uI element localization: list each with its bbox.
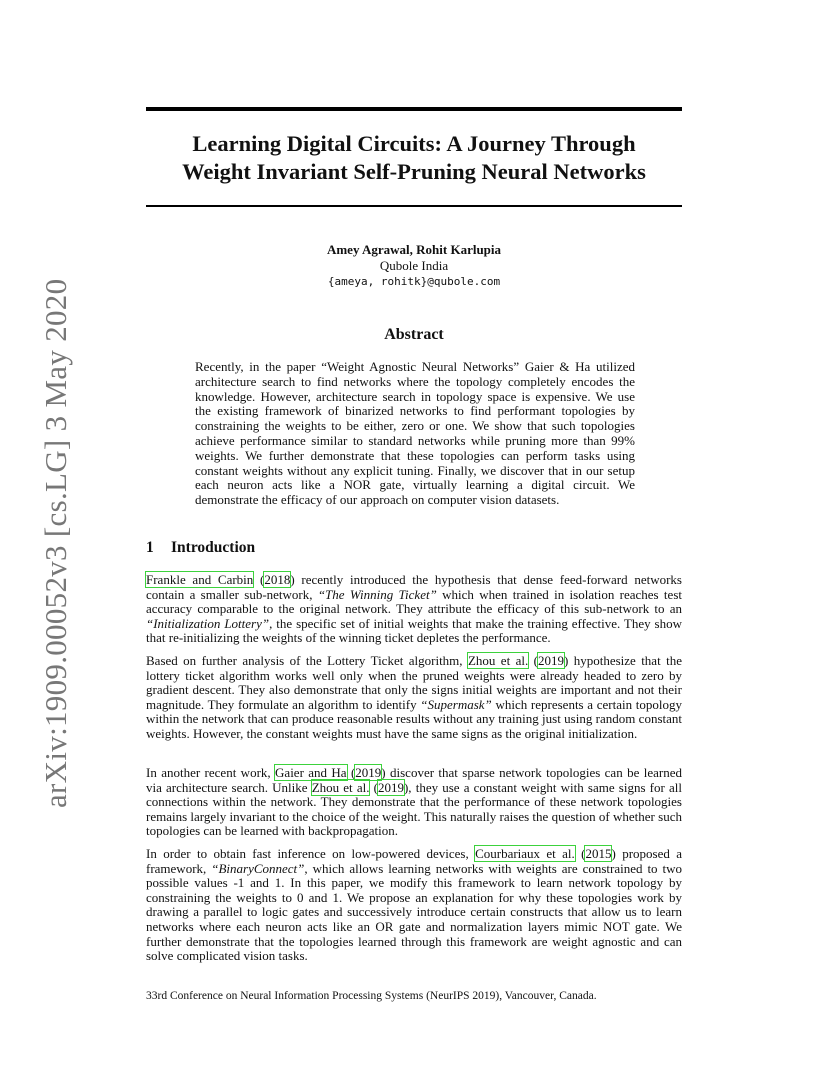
title-bottom-rule [146, 205, 682, 207]
section-number: 1 [146, 539, 154, 556]
citation-link[interactable]: Zhou et al. [311, 779, 370, 795]
emphasis-text: “The Winning Ticket” [317, 586, 437, 602]
title-line-2: Weight Invariant Self-Pruning Neural Networks [182, 159, 646, 184]
paragraph-text: , which allows learning networks with weights are constrained to two possible values -1 and 1. In this paper, we modify this framework to learn network topology by constraining the weights to 0 and 1. We propose an explanation for why these topologies work by drawing a parallel to logic gates and successively introduce certain constructs that allow us to learn networks where each neuron acts like an OR gate and normalization layers mimic NOT gate. We further demonstrate that the topologies learned through this framework are weight agnostic and can solve complicated vision tasks. [146, 860, 683, 964]
paragraph-text: discover that sparse network topologies can be learned via architecture search. Unlike [146, 765, 682, 795]
citation-link[interactable]: Zhou et al. [467, 653, 529, 668]
abstract-text: Recently, in the paper “Weight Agnostic Neural Networks” Gaier & Ha utilized architecture search to find networks where the topology completely encodes the knowledge. However, architecture search in topology space is expensive. We use the existing framework of binarized networks to find performant topologies by constraining the weights to be either, zero or one. We show that such topologies achieve performance similar to standard networks while pruning more than 99% weights. We further demonstrate that these topologies can perform tasks using constant weights without any explicit tuning. Finally, we discover that in our setup each neuron acts like a NOR gate, virtually learning a digital circuit. We demonstrate the efficacy of our approach on computer vision datasets. [195, 359, 635, 508]
paragraph-text: In another recent work, [146, 765, 276, 780]
paragraph-text: In order to obtain fast inference on low-powered devices, [146, 846, 476, 861]
intro-paragraph-1: Frankle and Carbin (2018) recently introduced the hypothesis that dense feed-forward networks contain a smaller sub-network, “The Winning Ticket” which when trained in isolation reaches test accuracy comparable to the original network. They attribute the efficacy of this sub-network to an “Initialization Lottery”, the specific set of initial weights that make the training effective. They show that re-initializing the weights of the winning ticket depletes the performance. [146, 572, 682, 646]
citation-link[interactable]: Frankle and Carbin [146, 572, 254, 587]
paragraph-text: , the specific set of initial weights that make the training effective. They show that re-initializing the weights of the winning ticket depletes the performance. [146, 615, 682, 646]
paragraph-text: which when trained in isolation reaches test accuracy comparable to the original network. They attribute the efficacy of this sub-network to an [146, 586, 682, 617]
author-affiliation: Qubole India [379, 258, 449, 273]
emphasis-text: “Initialization Lottery” [146, 615, 270, 631]
author-names: Amey Agrawal, Rohit Karlupia [326, 242, 502, 257]
abstract-heading: Abstract [384, 326, 444, 343]
title-top-rule [146, 107, 682, 111]
citation-year-link[interactable]: 2018 [264, 572, 291, 587]
intro-paragraph-3: In another recent work, Gaier and Ha (2019) discover that sparse network topologies can be learned via architecture search. Unlike Zhou et al. (2019), they use a constant weight with same signs for all connections within the network. They demonstrate that the performance of these network topologies remains largely invariant to the choice of the weight. This naturally raises the question of whether such topologies can be learned with backpropagation. [146, 765, 682, 839]
citation-link[interactable]: Courbariaux et al. [475, 846, 575, 861]
paragraph-text: , they use a constant weight with same signs for all connections within the network. They demonstrate that the performance of these network topologies remains largely invariant to the choice of the weight. This naturally raises the question of whether such topologies can be learned with backpropagation. [146, 779, 682, 839]
intro-paragraph-2: Based on further analysis of the Lottery Ticket algorithm, Zhou et al. (2019) hypothesize that the lottery ticket algorithm works well only when the pruned weights were already headed to zero by gradient descent. They also demonstrate that only the signs initial weights are important and not their magnitude. They formulate an algorithm to identify “Supermask” which represents a certain topology within the network that can produce reasonable results without any training just using random constant weights. However, the constant weights must have the same signs as the original initialization. [146, 653, 683, 741]
paragraph-text: proposed a framework, [146, 846, 682, 876]
paper-title [146, 130, 682, 186]
paragraph-text: Based on further analysis of the Lottery Ticket algorithm, [146, 653, 468, 668]
author-email: {ameya, rohitk}@qubole.com [327, 275, 501, 288]
emphasis-text: “BinaryConnect” [211, 860, 305, 876]
conference-footnote: 33rd Conference on Neural Information Processing Systems (NeurIPS 2019), Vancouver, Canada. [146, 990, 597, 1002]
citation-link[interactable]: Gaier and Ha [275, 765, 347, 780]
citation-year-link[interactable]: 2019 [537, 653, 564, 668]
paragraph-text: hypothesize that the lottery ticket algorithm works well only when the pruned weights were already headed to zero by gradient descent. They also demonstrate that only the signs initial weights are important and not their magnitude. They formulate an algorithm to identify [146, 653, 682, 712]
citation-year-link[interactable]: 2019 [355, 765, 382, 780]
author-block [146, 242, 682, 290]
arxiv-identifier-stamp: arXiv:1909.00052v3 [cs.LG] 3 May 2020 [38, 278, 73, 808]
intro-paragraph-4: In order to obtain fast inference on low-powered devices, Courbariaux et al. (2015) proposed a framework, “BinaryConnect”, which allows learning networks with weights are constrained to two possible values -1 and 1. In this paper, we modify this framework to learn network topology by constraining the weights to 0 and 1. We propose an explanation for why these topologies work by drawing a parallel to logic gates and successively introduce certain constructs that allow us to learn networks where each neuron acts like an OR gate and normalization layers mimic NOT gate. We further demonstrate that the topologies learned through this framework are weight agnostic and can solve complicated vision tasks. [146, 846, 683, 964]
citation-year-link[interactable]: 2015 [585, 846, 612, 861]
citation-year-link[interactable]: 2019 [377, 779, 404, 795]
section-heading [146, 539, 255, 557]
emphasis-text: “Supermask” [420, 696, 492, 712]
paragraph-text: which represents a certain topology within the network that can produce reasonable results without any training just using random constant weights. However, the constant weights must have the same signs as the original initialization. [146, 696, 683, 741]
section-title: Introduction [171, 539, 256, 556]
paragraph-text: recently introduced the hypothesis that dense feed-forward networks contain a smaller sub-network, [146, 572, 682, 602]
title-line-1: Learning Digital Circuits: A Journey Through [192, 131, 636, 156]
